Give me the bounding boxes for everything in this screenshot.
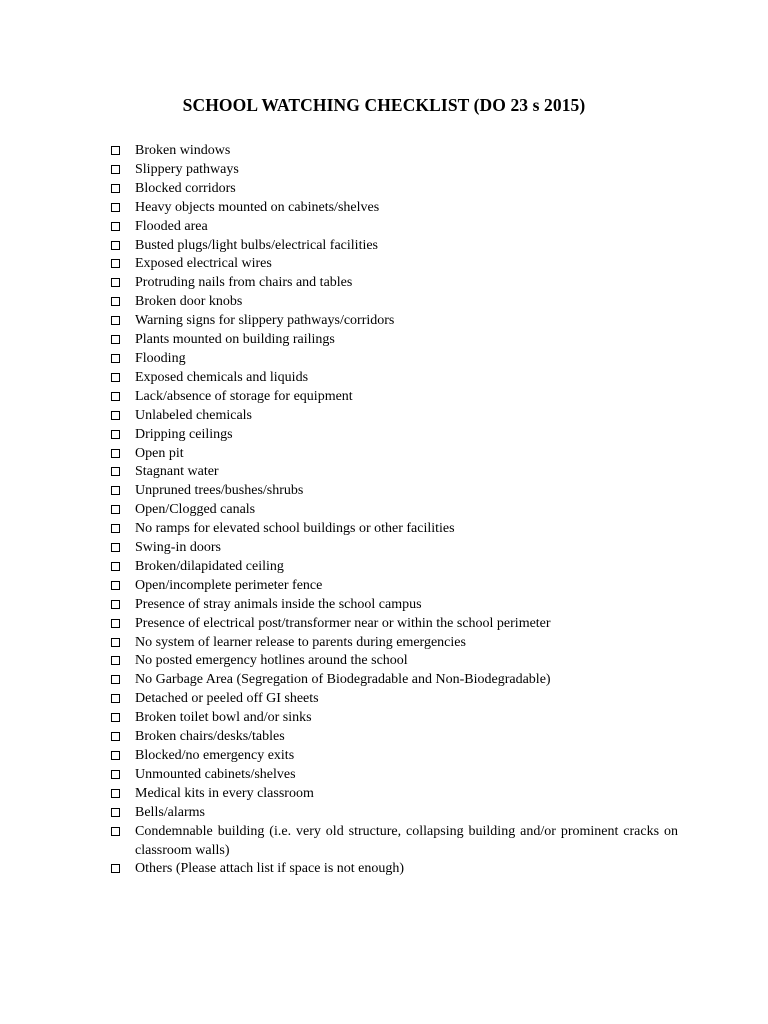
checklist-item	[111, 709, 678, 728]
checklist-item	[111, 539, 678, 558]
checklist-item	[111, 274, 678, 293]
checklist-item	[111, 671, 678, 690]
checklist-item	[111, 747, 678, 766]
checklist-item	[111, 199, 678, 218]
empty-checkbox-icon	[111, 827, 120, 836]
empty-checkbox-icon	[111, 449, 120, 458]
checklist-item-label: Busted plugs/light bulbs/electrical facilities	[135, 237, 379, 253]
checklist-item	[111, 331, 678, 350]
checklist-item-label: No system of learner release to parents during emergencies	[135, 634, 466, 650]
checklist-item	[111, 652, 678, 671]
checklist-item-label: Protruding nails from chairs and tables	[135, 275, 353, 291]
empty-checkbox-icon	[111, 864, 120, 873]
checklist-item	[111, 804, 678, 823]
checklist-item-label: Bells/alarms	[135, 804, 205, 820]
empty-checkbox-icon	[111, 354, 120, 363]
checklist-item	[111, 180, 678, 199]
checklist-item-label: Exposed electrical wires	[135, 256, 272, 272]
checklist-item	[111, 142, 678, 161]
checklist-item-label: Detached or peeled off GI sheets	[135, 691, 319, 707]
checklist-item-label: Broken/dilapidated ceiling	[135, 558, 284, 574]
checklist-item-label: Dripping ceilings	[135, 426, 233, 442]
checklist-item	[111, 218, 678, 237]
empty-checkbox-icon	[111, 675, 120, 684]
checklist-item-label: Medical kits in every classroom	[135, 785, 314, 801]
checklist-item	[111, 407, 678, 426]
checklist-item-label: Stagnant water	[135, 464, 219, 480]
checklist-item-label: Warning signs for slippery pathways/corridors	[135, 313, 395, 329]
document-title: SCHOOL WATCHING CHECKLIST (DO 23 s 2015)	[182, 95, 586, 115]
empty-checkbox-icon	[111, 656, 120, 665]
checklist-item-label: Blocked corridors	[135, 180, 236, 196]
empty-checkbox-icon	[111, 581, 120, 590]
empty-checkbox-icon	[111, 751, 120, 760]
empty-checkbox-icon	[111, 373, 120, 382]
empty-checkbox-icon	[111, 486, 120, 495]
checklist-item-label: Unlabeled chemicals	[135, 407, 253, 423]
checklist-item-label: Unpruned trees/bushes/shrubs	[135, 483, 304, 499]
checklist-item-label: Condemnable building (i.e. very old structure, collapsing building and/or prominent cracks on classroom walls)	[135, 823, 678, 858]
checklist-item	[111, 690, 678, 709]
checklist-item	[111, 426, 678, 445]
empty-checkbox-icon	[111, 600, 120, 609]
checklist-item-label: No posted emergency hotlines around the school	[135, 653, 408, 669]
checklist-item	[111, 577, 678, 596]
empty-checkbox-icon	[111, 638, 120, 647]
checklist	[111, 142, 678, 879]
checklist-item	[111, 766, 678, 785]
checklist-item	[111, 501, 678, 520]
checklist-item-label: Broken chairs/desks/tables	[135, 729, 285, 745]
empty-checkbox-icon	[111, 316, 120, 325]
checklist-item	[111, 615, 678, 634]
empty-checkbox-icon	[111, 146, 120, 155]
checklist-item-label: Open/Clogged canals	[135, 502, 256, 518]
empty-checkbox-icon	[111, 467, 120, 476]
empty-checkbox-icon	[111, 694, 120, 703]
checklist-item-label: Open/incomplete perimeter fence	[135, 577, 323, 593]
checklist-item-label: Slippery pathways	[135, 161, 239, 177]
checklist-item-label: Exposed chemicals and liquids	[135, 369, 309, 385]
empty-checkbox-icon	[111, 505, 120, 514]
checklist-item-label: Unmounted cabinets/shelves	[135, 766, 296, 782]
empty-checkbox-icon	[111, 543, 120, 552]
checklist-item	[111, 255, 678, 274]
empty-checkbox-icon	[111, 165, 120, 174]
empty-checkbox-icon	[111, 278, 120, 287]
checklist-item	[111, 312, 678, 331]
empty-checkbox-icon	[111, 241, 120, 250]
checklist-item	[111, 161, 678, 180]
checklist-item-label: Presence of electrical post/transformer near or within the school perimeter	[135, 615, 551, 631]
checklist-item	[111, 293, 678, 312]
empty-checkbox-icon	[111, 392, 120, 401]
checklist-item	[111, 482, 678, 501]
checklist-item	[111, 463, 678, 482]
checklist-item-label: Heavy objects mounted on cabinets/shelves	[135, 199, 380, 215]
checklist-item-label: No ramps for elevated school buildings or other facilities	[135, 521, 455, 537]
empty-checkbox-icon	[111, 430, 120, 439]
checklist-item-label: Presence of stray animals inside the school campus	[135, 596, 422, 612]
empty-checkbox-icon	[111, 184, 120, 193]
checklist-item-label: Lack/absence of storage for equipment	[135, 388, 353, 404]
checklist-item-label: Plants mounted on building railings	[135, 332, 335, 348]
checklist-item	[111, 860, 678, 879]
checklist-item-label: No Garbage Area (Segregation of Biodegradable and Non-Biodegradable)	[135, 672, 551, 688]
empty-checkbox-icon	[111, 335, 120, 344]
checklist-item	[111, 558, 678, 577]
checklist-item-label: Broken windows	[135, 143, 231, 158]
empty-checkbox-icon	[111, 297, 120, 306]
checklist-item	[111, 369, 678, 388]
checklist-item-label: Broken toilet bowl and/or sinks	[135, 710, 312, 726]
checklist-item	[111, 445, 678, 464]
checklist-item	[111, 237, 678, 256]
empty-checkbox-icon	[111, 732, 120, 741]
empty-checkbox-icon	[111, 203, 120, 212]
checklist-item	[111, 823, 678, 861]
checklist-item-label: Broken door knobs	[135, 294, 243, 310]
checklist-item-label: Others (Please attach list if space is not enough)	[135, 861, 405, 877]
checklist-item-label: Flooded area	[135, 218, 208, 234]
empty-checkbox-icon	[111, 562, 120, 571]
checklist-item-label: Open pit	[135, 445, 184, 461]
checklist-item	[111, 728, 678, 747]
checklist-item	[111, 596, 678, 615]
empty-checkbox-icon	[111, 789, 120, 798]
checklist-item	[111, 350, 678, 369]
checklist-item-label: Swing-in doors	[135, 540, 221, 556]
empty-checkbox-icon	[111, 259, 120, 268]
checklist-item-label: Blocked/no emergency exits	[135, 748, 295, 763]
empty-checkbox-icon	[111, 808, 120, 817]
empty-checkbox-icon	[111, 770, 120, 779]
checklist-item	[111, 520, 678, 539]
empty-checkbox-icon	[111, 411, 120, 420]
checklist-item	[111, 388, 678, 407]
empty-checkbox-icon	[111, 619, 120, 628]
empty-checkbox-icon	[111, 524, 120, 533]
checklist-item-label: Flooding	[135, 350, 186, 366]
checklist-item	[111, 785, 678, 804]
empty-checkbox-icon	[111, 713, 120, 722]
empty-checkbox-icon	[111, 222, 120, 231]
checklist-item	[111, 634, 678, 653]
